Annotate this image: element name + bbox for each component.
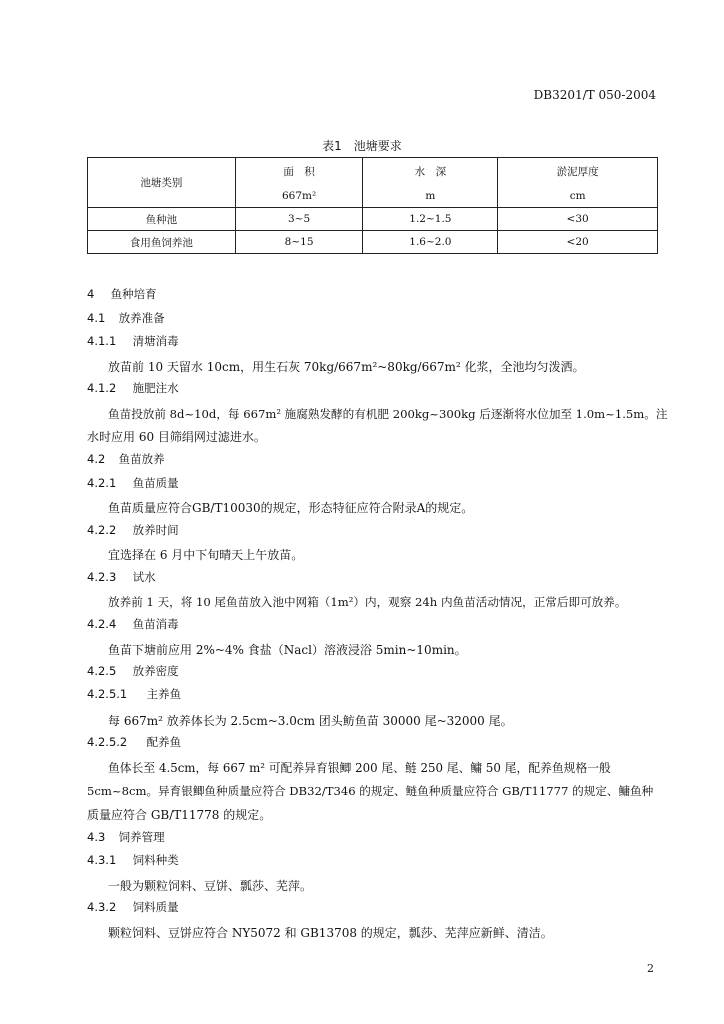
table-header-row	[88, 158, 658, 186]
unit-area: 667m²	[235, 185, 363, 208]
section-heading: 4.1.2 施肥注水	[87, 381, 179, 395]
unit-depth: m	[363, 185, 498, 208]
header-depth: 水 深	[363, 158, 498, 186]
section-heading: 4.2.1 鱼苗质量	[87, 476, 179, 490]
header-area: 面 积	[235, 158, 363, 186]
paragraph-continuation: 质量应符合 GB/T11778 的规定。	[87, 808, 272, 822]
header-pond-type: 池塘类别	[88, 158, 236, 208]
paragraph: 放养前 1 天，将 10 尾鱼苗放入池中网箱（1m²）内，观察 24h 内鱼苗活动情况，正常后即可放养。	[108, 595, 627, 609]
pond-requirements-table	[87, 157, 658, 254]
paragraph: 一般为颗粒饲料、豆饼、瓢莎、芜萍。	[108, 879, 313, 893]
table-title: 表1 池塘要求	[322, 139, 402, 153]
paragraph: 鱼苗质量应符合GB/T10030的规定，形态特征应符合附录A的规定。	[108, 501, 474, 515]
cell-type: 食用鱼饲养池	[88, 231, 236, 254]
section-heading: 4.3.1 饲料种类	[87, 853, 179, 867]
section-heading: 4.2.5.1 主养鱼	[87, 687, 182, 701]
paragraph: 鱼苗投放前 8d~10d，每 667m² 施腐熟发酵的有机肥 200kg~300kg 后逐渐将水位加至 1.0m~1.5m。注	[108, 407, 668, 421]
section-heading: 4.3.2 饲料质量	[87, 900, 179, 914]
section-heading: 4.3 饲养管理	[87, 830, 165, 844]
paragraph-continuation: 水时应用 60 目筛绢网过滤进水。	[87, 430, 266, 444]
paragraph: 鱼苗下塘前应用 2%~4% 食盐（Nacl）溶液浸浴 5min~10min。	[108, 643, 467, 657]
cell-depth: 1.2~1.5	[363, 208, 498, 231]
section-heading: 4.1 放养准备	[87, 311, 165, 325]
section-heading: 4.2.3 试水	[87, 570, 156, 584]
document-id: DB3201/T 050-2004	[533, 88, 656, 102]
page-number: 2	[647, 962, 654, 975]
section-heading: 4 鱼种培育	[87, 287, 157, 301]
section-heading: 4.2.5.2 配养鱼	[87, 735, 182, 749]
table-row	[88, 231, 658, 254]
paragraph: 颗粒饲料、豆饼应符合 NY5072 和 GB13708 的规定，瓢莎、芜萍应新鲜、清洁。	[108, 926, 553, 940]
cell-area: 3~5	[235, 208, 363, 231]
section-heading: 4.2 鱼苗放养	[87, 452, 165, 466]
paragraph: 每 667m² 放养体长为 2.5cm~3.0cm 团头鲂鱼苗 30000 尾~32000 尾。	[108, 714, 513, 728]
paragraph: 宜选择在 6 月中下旬晴天上午放苗。	[108, 548, 304, 562]
cell-depth: 1.6~2.0	[363, 231, 498, 254]
cell-type: 鱼种池	[88, 208, 236, 231]
table-row	[88, 208, 658, 231]
header-mud: 淤泥厚度	[498, 158, 658, 186]
section-heading: 4.2.5 放养密度	[87, 664, 179, 678]
cell-area: 8~15	[235, 231, 363, 254]
cell-mud: <20	[498, 231, 658, 254]
paragraph: 放苗前 10 天留水 10cm，用生石灰 70kg/667m²~80kg/667m² 化浆，全池均匀泼洒。	[108, 360, 585, 374]
paragraph: 鱼体长至 4.5cm，每 667 m² 可配养异育银鲫 200 尾、鲢 250 尾、鳙 50 尾，配养鱼规格一般	[108, 761, 611, 775]
cell-mud: <30	[498, 208, 658, 231]
paragraph-continuation: 5cm~8cm。异育银鲫鱼种质量应符合 DB32/T346 的规定、鲢鱼种质量应符合 GB/T11777 的规定、鳙鱼种	[87, 784, 654, 798]
section-heading: 4.2.2 放养时间	[87, 523, 179, 537]
unit-mud: cm	[498, 185, 658, 208]
section-heading: 4.2.4 鱼苗消毒	[87, 617, 179, 631]
section-heading: 4.1.1 清塘消毒	[87, 334, 179, 348]
